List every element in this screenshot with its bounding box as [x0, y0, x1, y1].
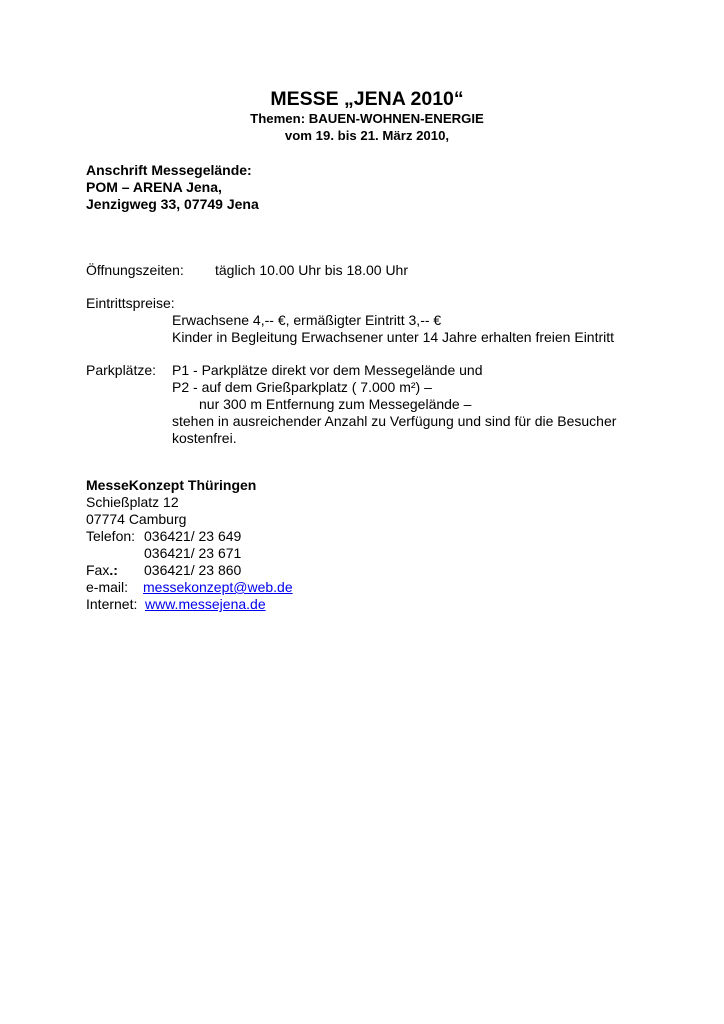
phone-number-2: 036421/ 23 671 [144, 545, 242, 561]
parking-p2: P2 - auf dem Grießparkplatz ( 7.000 m²) – [172, 379, 432, 395]
dates-subtitle: vom 19. bis 21. März 2010, [284, 128, 450, 143]
fax-label [86, 562, 118, 579]
page-title: MESSE „JENA 2010“ [270, 88, 464, 110]
internet-label: Internet: [86, 596, 138, 612]
address-heading: Anschrift Messegelände: [86, 162, 252, 178]
address-street: Jenzigweg 33, 07749 Jena [86, 196, 259, 212]
fax-label-colon: .: [109, 562, 118, 578]
organizer-name: MesseKonzept Thüringen [86, 477, 257, 493]
email-link[interactable]: messekonzept@web.de [143, 579, 293, 595]
fax-label-text: Fax [86, 562, 110, 578]
parking-distance: nur 300 m Entfernung zum Messegelände – [199, 396, 472, 412]
hours-value: täglich 10.00 Uhr bis 18.00 Uhr [215, 262, 408, 278]
prices-label: Eintrittspreise: [86, 295, 175, 311]
organizer-city: 07774 Camburg [86, 511, 187, 527]
hours-label: Öffnungszeiten: [86, 262, 184, 278]
prices-adults: Erwachsene 4,-- €, ermäßigter Eintritt 3,-- € [172, 312, 442, 328]
organizer-street: Schießplatz 12 [86, 494, 179, 510]
topics-subtitle: Themen: BAUEN-WOHNEN-ENERGIE [250, 111, 484, 126]
parking-note-line2: kostenfrei. [172, 430, 237, 446]
phone-label: Telefon: [86, 528, 136, 544]
prices-children: Kinder in Begleitung Erwachsener unter 14 Jahre erhalten freien Eintritt [172, 329, 615, 345]
email-label: e-mail: [86, 579, 129, 595]
parking-label: Parkplätze: [86, 362, 157, 378]
website-link[interactable]: www.messejena.de [145, 596, 266, 612]
parking-p1: P1 - Parkplätze direkt vor dem Messegelände und [172, 362, 483, 378]
parking-note-line1: stehen in ausreichender Anzahl zu Verfügung und sind für die Besucher [172, 413, 617, 429]
address-venue: POM – ARENA Jena, [86, 179, 222, 195]
fax-number: 036421/ 23 860 [144, 562, 242, 578]
phone-number-1: 036421/ 23 649 [144, 528, 242, 544]
